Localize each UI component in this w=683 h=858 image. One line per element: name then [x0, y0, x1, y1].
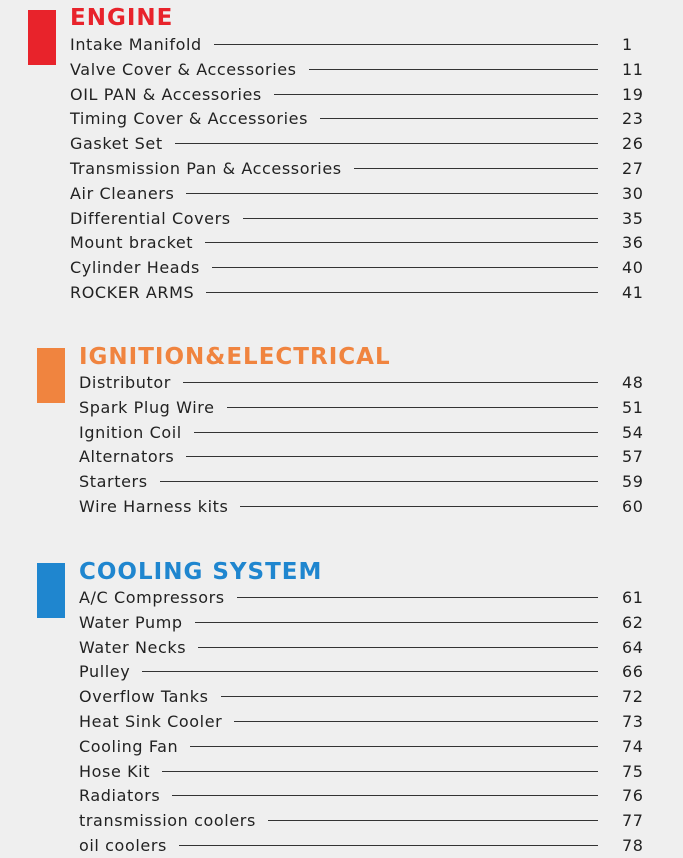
toc-entry-label: Water Pump — [79, 612, 183, 632]
leader-line — [198, 647, 598, 648]
toc-entry-page-number: 23 — [622, 109, 644, 129]
leader-line — [268, 820, 598, 821]
toc-entry[interactable] — [79, 734, 650, 759]
toc-entry-label: Heat Sink Cooler — [79, 712, 223, 731]
engine-section-title: ENGINE — [70, 5, 174, 31]
toc-entry-label: Timing Cover & Accessories — [70, 109, 309, 129]
toc-entry-page-number: 27 — [622, 159, 644, 178]
toc-entry-page-number: 78 — [622, 836, 644, 855]
toc-entry-label: Hose Kit — [79, 761, 151, 781]
toc-entry-label: Overflow Tanks — [79, 687, 209, 707]
cooling-color-marker — [37, 563, 65, 618]
toc-entry-page-number: 62 — [622, 612, 644, 632]
toc-entry-page-number: 1 — [622, 35, 633, 54]
leader-line — [172, 795, 598, 796]
toc-entry-label: Mount bracket — [70, 233, 194, 253]
toc-entry[interactable] — [79, 635, 650, 660]
toc-entry-label: Differential Covers — [70, 208, 231, 228]
toc-entry-page-number: 40 — [622, 258, 644, 278]
toc-entry-page-number: 59 — [622, 472, 644, 492]
toc-entry-page-number: 30 — [622, 183, 644, 203]
toc-entry-page-number: 11 — [622, 59, 644, 79]
toc-entry-page-number: 61 — [622, 588, 644, 607]
toc-entry-page-number: 35 — [622, 208, 644, 228]
toc-entry-page-number: 77 — [622, 811, 644, 831]
toc-entry-label: Intake Manifold — [70, 35, 202, 54]
toc-entry[interactable] — [79, 585, 650, 610]
toc-entry-label: Cooling Fan — [79, 736, 179, 756]
toc-entry-page-number: 26 — [622, 134, 644, 154]
toc-entry-page-number: 48 — [622, 373, 644, 392]
toc-entry-page-number: 73 — [622, 712, 644, 731]
toc-entry-page-number: 41 — [622, 283, 644, 302]
toc-entry[interactable] — [79, 759, 650, 784]
toc-entry-label: OIL PAN & Accessories — [70, 84, 262, 104]
leader-line — [142, 671, 598, 672]
toc-entry[interactable] — [79, 709, 650, 734]
leader-line — [234, 721, 598, 722]
toc-entry-label: Water Necks — [79, 637, 187, 657]
toc-entry[interactable] — [79, 610, 650, 635]
toc-entry-label: Gasket Set — [70, 134, 163, 154]
toc-entry-label: Cylinder Heads — [70, 258, 200, 278]
toc-entry-label: A/C Compressors — [79, 588, 225, 607]
toc-entry-page-number: 75 — [622, 761, 644, 781]
toc-entry[interactable] — [79, 659, 650, 684]
leader-line — [221, 696, 598, 697]
toc-entry[interactable] — [79, 684, 650, 709]
toc-entry[interactable] — [79, 783, 650, 808]
toc-entry-page-number: 66 — [622, 662, 644, 682]
toc-entry-label: Wire Harness kits — [79, 497, 229, 516]
toc-entry-page-number: 64 — [622, 637, 644, 657]
toc-entry[interactable] — [79, 833, 650, 858]
toc-entry-page-number: 72 — [622, 687, 644, 707]
toc-entry-label: oil coolers — [79, 836, 167, 855]
leader-line — [237, 597, 598, 598]
toc-entry-label: Valve Cover & Accessories — [70, 59, 297, 79]
toc-entry-page-number: 76 — [622, 786, 644, 806]
leader-line — [162, 771, 598, 772]
toc-entry-label: Transmission Pan & Accessories — [70, 159, 342, 178]
toc-entry-label: Distributor — [79, 373, 171, 392]
ignition-section-title: IGNITION&ELECTRICAL — [79, 344, 391, 370]
toc-entry-page-number: 36 — [622, 233, 644, 253]
leader-line — [179, 845, 598, 846]
toc-entry-page-number: 57 — [622, 447, 644, 467]
toc-entry[interactable] — [79, 808, 650, 833]
toc-entry-label: transmission coolers — [79, 811, 256, 831]
toc-entry-page-number: 19 — [622, 84, 644, 104]
toc-entry-label: Pulley — [79, 662, 131, 682]
toc-entry-page-number: 54 — [622, 422, 644, 442]
toc-entry-label: Spark Plug Wire — [79, 397, 215, 417]
toc-entry-page-number: 74 — [622, 736, 644, 756]
toc-entry-page-number: 51 — [622, 397, 644, 417]
leader-line — [195, 622, 598, 623]
leader-line — [190, 746, 598, 747]
cooling-section-title: COOLING SYSTEM — [79, 559, 323, 585]
toc-entry-label: Alternators — [79, 447, 175, 467]
toc-entry-label: ROCKER ARMS — [70, 283, 195, 302]
toc-entry-label: Radiators — [79, 786, 161, 806]
toc-entry-label: Air Cleaners — [70, 183, 175, 203]
toc-entry-page-number: 60 — [622, 497, 644, 516]
toc-entry-label: Starters — [79, 472, 148, 492]
toc-entry-label: Ignition Coil — [79, 422, 182, 442]
